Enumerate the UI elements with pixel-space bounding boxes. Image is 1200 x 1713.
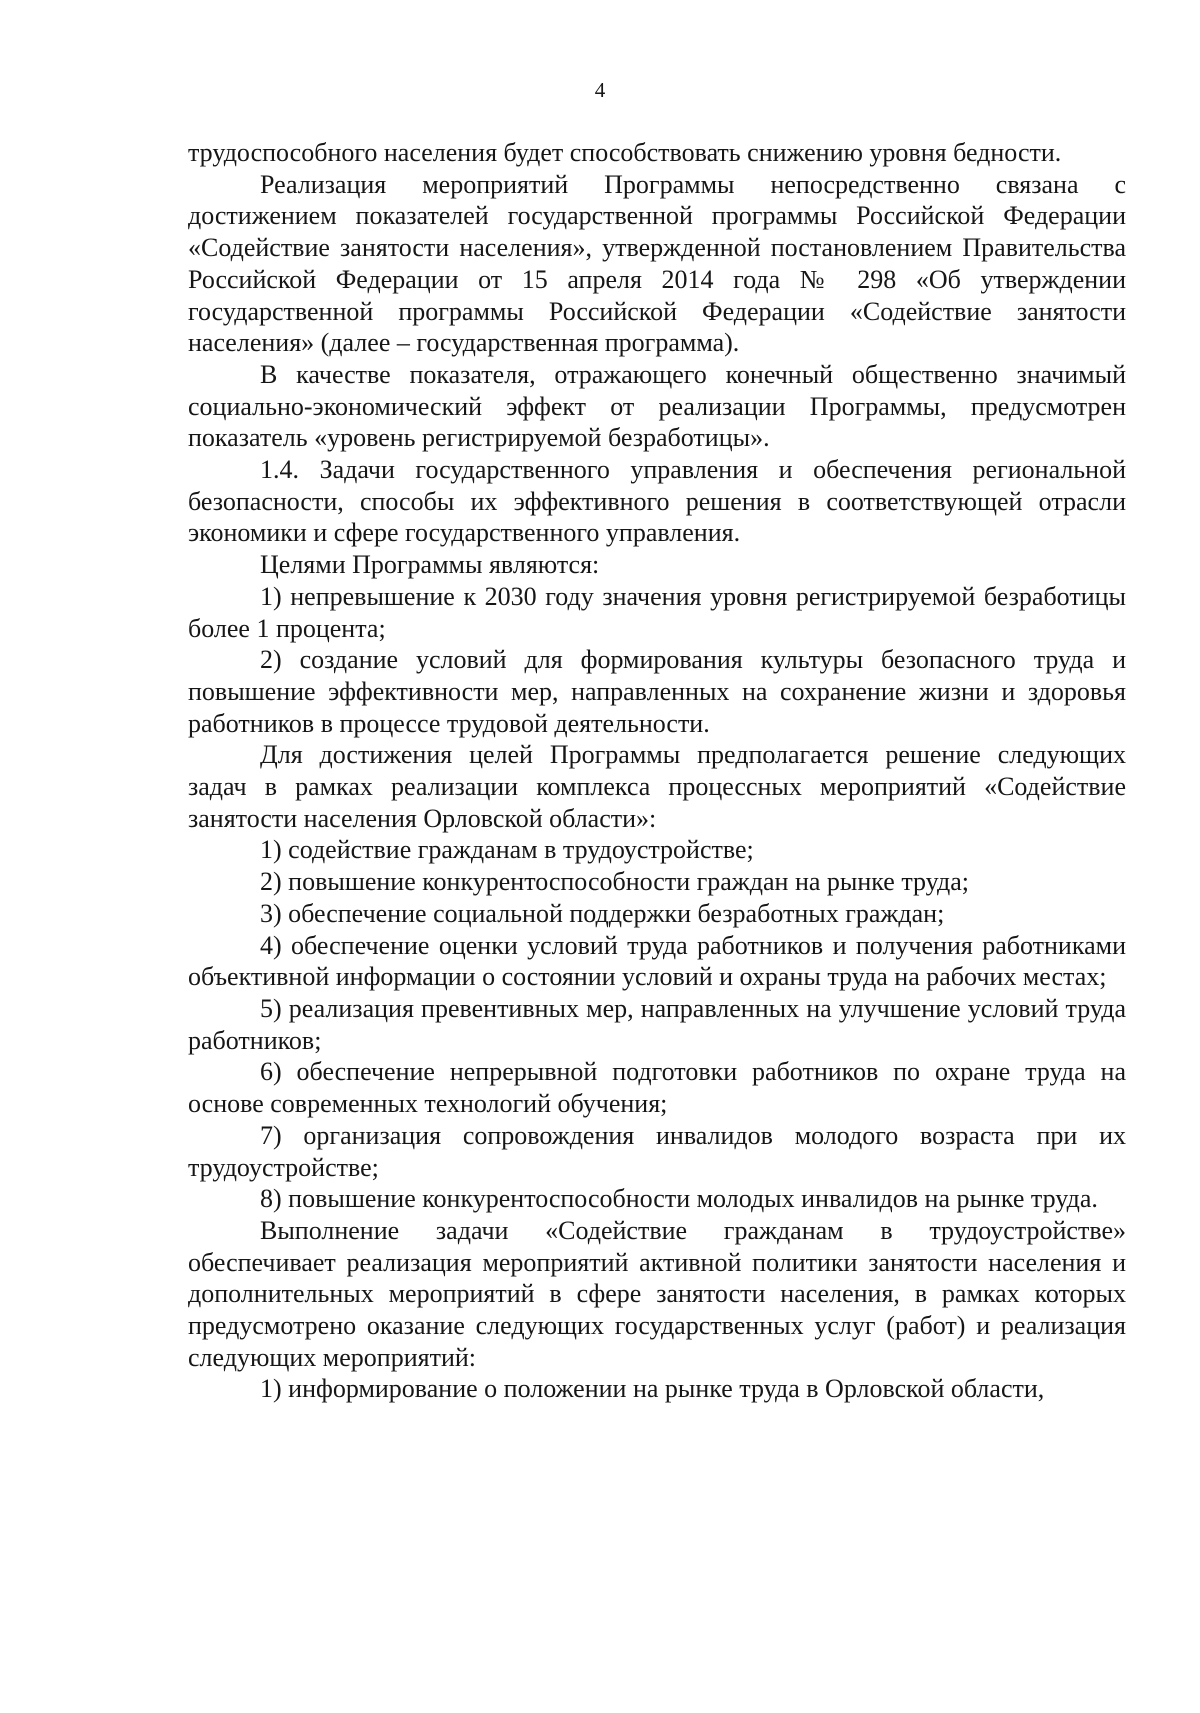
- goal-item-1: 1) непревышение к 2030 году значения уровня регистрируемой безработицы более 1 процента;: [188, 581, 1126, 643]
- task-item-2: 2) повышение конкурентоспособности граждан на рынке труда;: [260, 867, 970, 897]
- task-item-7: 7) организация сопровождения инвалидов молодого возраста при их трудоустройстве;: [188, 1120, 1126, 1182]
- page-number: 4: [594, 78, 606, 102]
- paragraph-indicator: В качестве показателя, отражающего конечный общественно значимый социально-экономический эффект от реализации Программы, предусмотрен показатель «уровень регистрируемой безработицы».: [188, 359, 1126, 453]
- task-item-4: 4) обеспечение оценки условий труда работников и получения работниками объективной информации о состоянии условий и охраны труда на рабочих местах;: [188, 930, 1126, 992]
- task-item-1: 1) содействие гражданам в трудоустройстве;: [260, 835, 754, 865]
- section-heading-1-4: 1.4. Задачи государственного управления и обеспечения региональной безопасности, способы их эффективного решения в соответствующей отрасли экономики и сфере государственного управления.: [188, 455, 1126, 548]
- paragraph-continuation: трудоспособного населения будет способствовать снижению уровня бедности.: [188, 138, 1062, 167]
- task-item-8: 8) повышение конкурентоспособности молодых инвалидов на рынке труда.: [260, 1184, 1098, 1214]
- paragraph-program-link: Реализация мероприятий Программы непосредственно связана с достижением показателей государственной программы Российской Федерации «Содействие занятости населения», утвержденной постановлением Правительства Российской Федерации от 15 апреля 2014 года № 298 «Об утверждении государственной программы Российской Федерации «Содействие занятости населения» (далее – государственная программа).: [188, 169, 1126, 358]
- paragraph-goals-intro: Целями Программы являются:: [260, 550, 600, 580]
- task-item-3: 3) обеспечение социальной поддержки безработных граждан;: [260, 898, 945, 928]
- task-item-5: 5) реализация превентивных мер, направленных на улучшение условий труда работников;: [188, 993, 1126, 1055]
- task-item-6: 6) обеспечение непрерывной подготовки работников по охране труда на основе современных технологий обучения;: [188, 1057, 1126, 1119]
- service-item-1: 1) информирование о положении на рынке труда в Орловской области,: [260, 1374, 1045, 1404]
- document-body: [188, 137, 1126, 1405]
- paragraph-task-execution: Выполнение задачи «Содействие гражданам в трудоустройстве» обеспечивает реализация мероприятий активной политики занятости населения и дополнительных мероприятий в сфере занятости населения, в рамках которых предусмотрено оказание следующих государственных услуг (работ) и реализация следующих мероприятий:: [188, 1215, 1126, 1372]
- goal-item-2: 2) создание условий для формирования культуры безопасного труда и повышение эффективности мер, направленных на сохранение жизни и здоровья работников в процессе трудовой деятельности.: [188, 645, 1126, 738]
- paragraph-tasks-intro: Для достижения целей Программы предполагается решение следующих задач в рамках реализации комплекса процессных мероприятий «Содействие занятости населения Орловской области»:: [188, 740, 1126, 833]
